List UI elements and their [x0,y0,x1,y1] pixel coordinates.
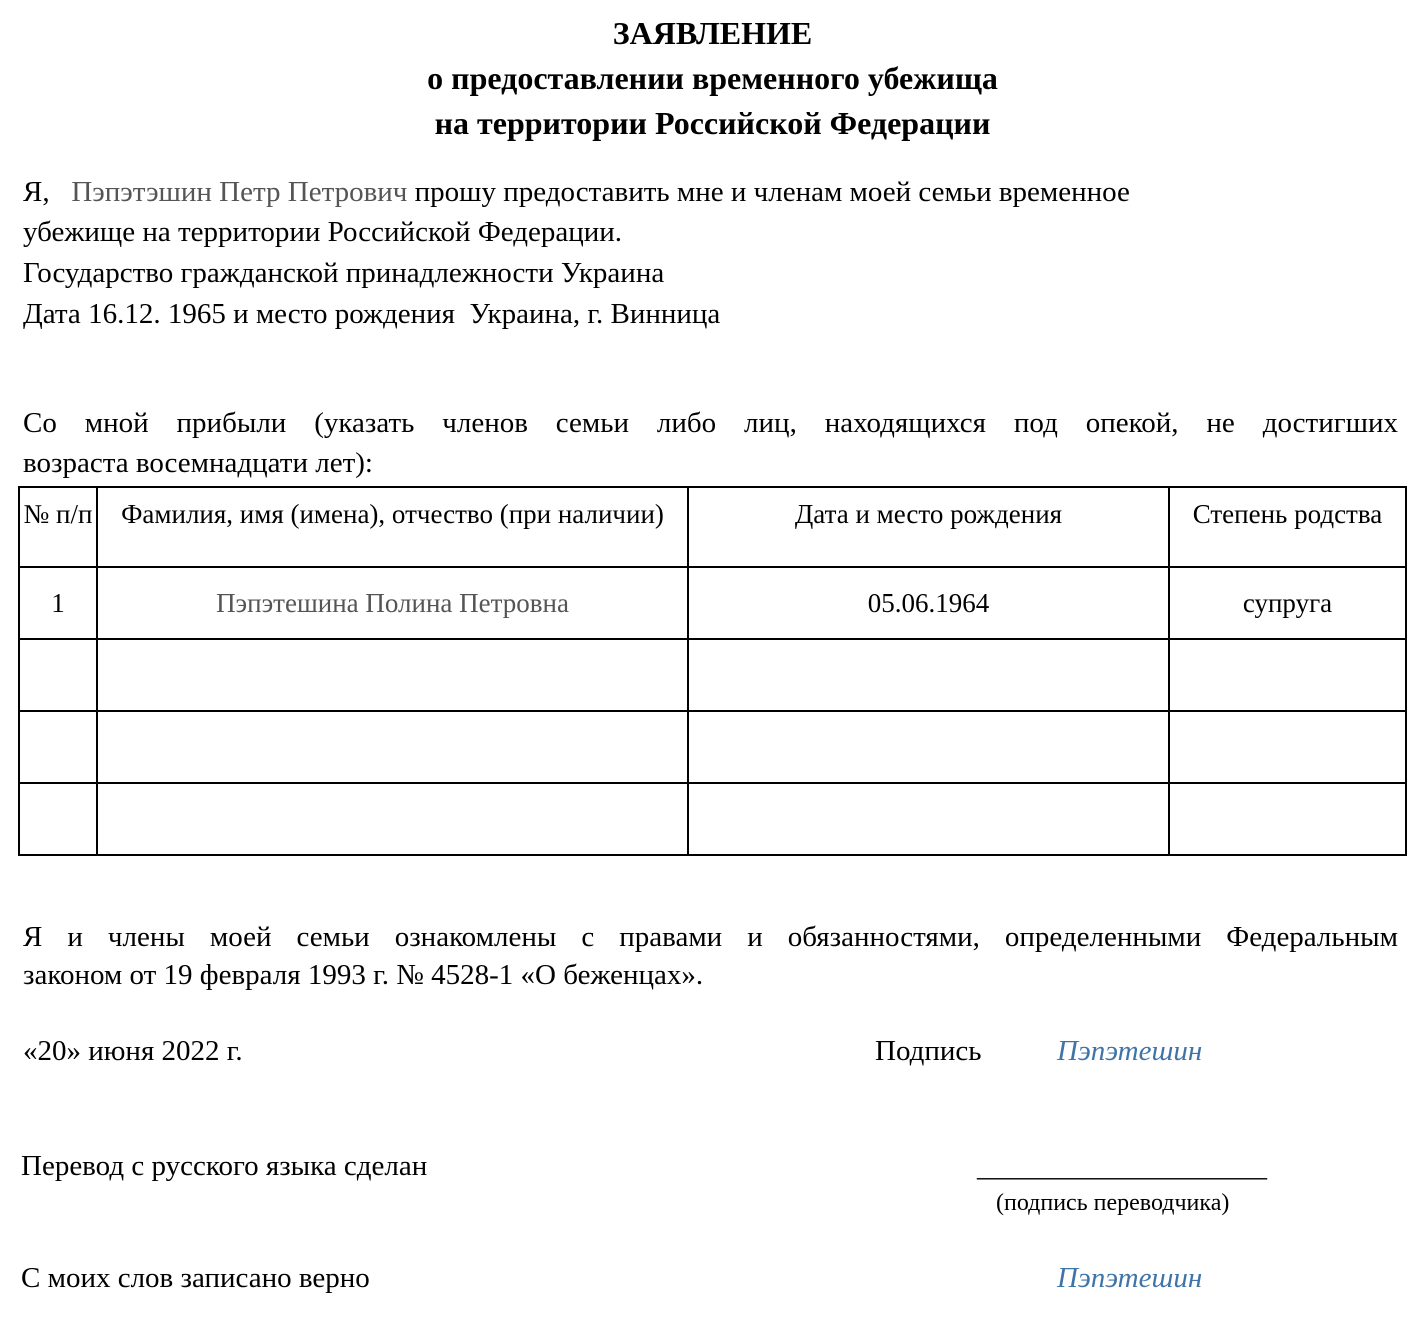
cell-num [19,639,97,711]
citizenship-value: Украина [560,257,665,289]
cell-relation [1169,783,1406,855]
cell-birth [688,711,1169,783]
birth-date: 16.12. 1965 [88,298,226,330]
birth-place-label: и место рождения [233,298,456,330]
header-birth: Дата и место рождения [688,487,1169,567]
application-date: «20» июня 2022 г. [23,1035,243,1067]
family-table [18,486,1407,856]
birth-line [23,297,720,331]
table-header-row [19,487,1406,567]
cell-birth: 05.06.1964 [688,567,1169,639]
cell-name [97,639,688,711]
cell-relation [1169,639,1406,711]
header-relation: Степень родства [1169,487,1406,567]
cell-num: 1 [19,567,97,639]
applicant-line [23,175,1130,209]
header-num: № п/п [19,487,97,567]
header-name: Фамилия, имя (имена), отчество (при наличии) [97,487,688,567]
verification-signature: Пэпэтешин [1057,1262,1203,1294]
signature-label: Подпись [875,1035,982,1067]
cell-birth [688,639,1169,711]
cell-relation [1169,711,1406,783]
cell-name [97,711,688,783]
request-text-part2: убежище на территории Российской Федерации. [23,216,623,248]
cell-birth [688,783,1169,855]
cell-name [97,783,688,855]
table-row [19,711,1406,783]
applicant-prefix: Я, [23,176,50,208]
citizenship-line [23,256,664,290]
verification-text: С моих слов записано верно [21,1262,370,1294]
table-row [19,783,1406,855]
translation-text: Перевод с русского языка сделан [21,1150,428,1182]
table-row [19,567,1406,639]
family-intro-line2: возраста восемнадцати лет): [23,447,373,479]
cell-num [19,783,97,855]
family-intro-line1: Со мной прибыли (указать членов семьи либо лиц, находящихся под опекой, не достигших [23,407,1398,439]
applicant-name: Пэпэтэшин Петр Петрович [71,176,408,208]
acknowledgement-line2: законом от 19 февраля 1993 г. № 4528-1 «О беженцах». [23,959,704,991]
cell-num [19,711,97,783]
birth-place: Украина, г. Винница [469,298,721,330]
cell-name: Пэпэтешина Полина Петровна [97,567,688,639]
cell-relation: супруга [1169,567,1406,639]
request-text-part1: прошу предоставить мне и членам моей семьи временное [414,176,1130,208]
applicant-signature: Пэпэтешин [1057,1035,1203,1067]
translator-signature-line: ____________________ [977,1151,1267,1183]
translator-signature-caption: (подпись переводчика) [996,1190,1230,1216]
birth-date-label: Дата [23,298,81,330]
document-subtitle-line2: на территории Российской Федерации [434,105,991,141]
document-title: ЗАЯВЛЕНИЕ [612,15,813,51]
citizenship-label: Государство гражданской принадлежности [23,257,554,289]
document-subtitle-line1: о предоставлении временного убежища [427,60,998,96]
acknowledgement-line1: Я и члены моей семьи ознакомлены с правами и обязанностями, определенными Федеральным [23,921,1398,953]
table-row [19,639,1406,711]
